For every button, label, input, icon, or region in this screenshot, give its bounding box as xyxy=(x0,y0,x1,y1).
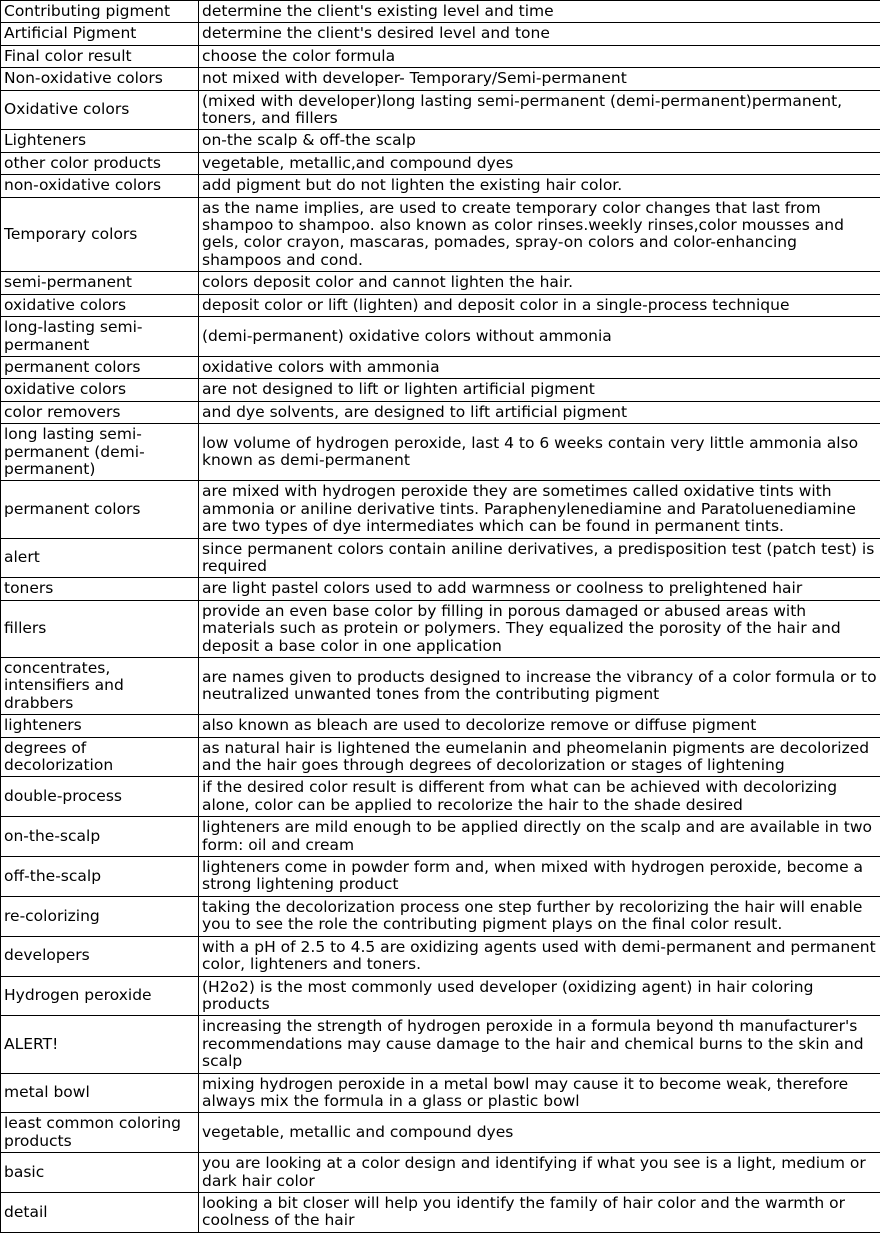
table-row xyxy=(1,1016,880,1073)
definition-cell: not mixed with developer- Temporary/Semi-permanent xyxy=(199,68,880,90)
term-cell: Final color result xyxy=(1,45,199,67)
table-row xyxy=(1,1073,880,1113)
term-cell: color removers xyxy=(1,401,199,423)
table-row xyxy=(1,578,880,600)
definition-cell: are mixed with hydrogen peroxide they are sometimes called oxidative tints with ammonia or aniline derivative tints. Paraphenylenediamine and Paratoluenediamine are two types of dye intermediates which can be found in permanent tints. xyxy=(199,481,880,538)
table-row xyxy=(1,175,880,197)
term-cell: concentrates, intensifiers and drabbers xyxy=(1,658,199,715)
term-cell: permanent colors xyxy=(1,356,199,378)
table-row xyxy=(1,1113,880,1153)
term-cell: detail xyxy=(1,1192,199,1232)
definition-cell: determine the client's desired level and tone xyxy=(199,23,880,45)
term-cell: Artificial Pigment xyxy=(1,23,199,45)
definition-cell: colors deposit color and cannot lighten the hair. xyxy=(199,272,880,294)
term-cell: oxidative colors xyxy=(1,379,199,401)
table-row xyxy=(1,857,880,897)
term-cell: Non-oxidative colors xyxy=(1,68,199,90)
term-cell: other color products xyxy=(1,152,199,174)
definition-cell: vegetable, metallic,and compound dyes xyxy=(199,152,880,174)
table-row xyxy=(1,356,880,378)
definition-cell: since permanent colors contain aniline derivatives, a predisposition test (patch test) is required xyxy=(199,538,880,578)
definition-cell: and dye solvents, are designed to lift artificial pigment xyxy=(199,401,880,423)
definition-cell: also known as bleach are used to decolorize remove or diffuse pigment xyxy=(199,715,880,737)
table-row xyxy=(1,715,880,737)
table-row xyxy=(1,379,880,401)
definition-cell: are light pastel colors used to add warmness or coolness to prelightened hair xyxy=(199,578,880,600)
table-row xyxy=(1,1,880,23)
table-row xyxy=(1,1153,880,1193)
term-cell: on-the-scalp xyxy=(1,817,199,857)
definition-cell: deposit color or lift (lighten) and deposit color in a single-process technique xyxy=(199,294,880,316)
definition-cell: provide an even base color by filling in porous damaged or abused areas with materials such as protein or polymers. They equalized the porosity of the hair and deposit a base color in one application xyxy=(199,600,880,657)
term-cell: oxidative colors xyxy=(1,294,199,316)
term-cell: developers xyxy=(1,936,199,976)
table-row xyxy=(1,1192,880,1232)
table-row xyxy=(1,658,880,715)
definition-cell: vegetable, metallic and compound dyes xyxy=(199,1113,880,1153)
term-cell: metal bowl xyxy=(1,1073,199,1113)
term-cell: long-lasting semi-permanent xyxy=(1,317,199,357)
table-row xyxy=(1,737,880,777)
definition-cell: are names given to products designed to increase the vibrancy of a color formula or to neutralized unwanted tones from the contributing pigment xyxy=(199,658,880,715)
term-cell: non-oxidative colors xyxy=(1,175,199,197)
table-row xyxy=(1,401,880,423)
definition-cell: with a pH of 2.5 to 4.5 are oxidizing agents used with demi-permanent and permanent color, lighteners and toners. xyxy=(199,936,880,976)
definition-cell: as natural hair is lightened the eumelanin and pheomelanin pigments are decolorized and the hair goes through degrees of decolorization or stages of lightening xyxy=(199,737,880,777)
term-cell: Lighteners xyxy=(1,130,199,152)
table-row xyxy=(1,152,880,174)
definition-cell: oxidative colors with ammonia xyxy=(199,356,880,378)
term-cell: toners xyxy=(1,578,199,600)
definition-cell: add pigment but do not lighten the existing hair color. xyxy=(199,175,880,197)
definition-cell: if the desired color result is different from what can be achieved with decolorizing alone, color can be applied to recolorize the hair to the shade desired xyxy=(199,777,880,817)
definition-cell: you are looking at a color design and identifying if what you see is a light, medium or dark hair color xyxy=(199,1153,880,1193)
table-row xyxy=(1,130,880,152)
definition-cell: (H2o2) is the most commonly used developer (oxidizing agent) in hair coloring products xyxy=(199,976,880,1016)
table-row xyxy=(1,90,880,130)
term-cell: semi-permanent xyxy=(1,272,199,294)
table-row xyxy=(1,481,880,538)
definition-cell: increasing the strength of hydrogen peroxide in a formula beyond th manufacturer's recommendations may cause damage to the hair and chemical burns to the skin and scalp xyxy=(199,1016,880,1073)
table-row xyxy=(1,817,880,857)
definition-cell: taking the decolorization process one step further by recolorizing the hair will enable you to see the role the contributing pigment plays on the final color result. xyxy=(199,896,880,936)
table-row xyxy=(1,896,880,936)
table-row xyxy=(1,317,880,357)
table-row xyxy=(1,197,880,272)
term-cell: off-the-scalp xyxy=(1,857,199,897)
term-cell: fillers xyxy=(1,600,199,657)
term-cell: basic xyxy=(1,1153,199,1193)
term-cell: least common coloring products xyxy=(1,1113,199,1153)
table-row xyxy=(1,976,880,1016)
term-cell: re-colorizing xyxy=(1,896,199,936)
definition-cell: mixing hydrogen peroxide in a metal bowl may cause it to become weak, therefore always mix the formula in a glass or plastic bowl xyxy=(199,1073,880,1113)
table-row xyxy=(1,45,880,67)
term-cell: degrees of decolorization xyxy=(1,737,199,777)
table-row xyxy=(1,777,880,817)
definition-cell: (demi-permanent) oxidative colors without ammonia xyxy=(199,317,880,357)
term-cell: Oxidative colors xyxy=(1,90,199,130)
definition-cell: (mixed with developer)long lasting semi-permanent (demi-permanent)permanent, toners, and fillers xyxy=(199,90,880,130)
term-cell: ALERT! xyxy=(1,1016,199,1073)
definition-cell: choose the color formula xyxy=(199,45,880,67)
table-row xyxy=(1,23,880,45)
table-row xyxy=(1,538,880,578)
term-cell: lighteners xyxy=(1,715,199,737)
table-row xyxy=(1,600,880,657)
table-row xyxy=(1,294,880,316)
table-row xyxy=(1,424,880,481)
definition-cell: on-the scalp & off-the scalp xyxy=(199,130,880,152)
definition-cell: lighteners come in powder form and, when mixed with hydrogen peroxide, become a strong lightening product xyxy=(199,857,880,897)
term-cell: Temporary colors xyxy=(1,197,199,272)
table-row xyxy=(1,68,880,90)
definition-cell: looking a bit closer will help you identify the family of hair color and the warmth or coolness of the hair xyxy=(199,1192,880,1232)
table-row xyxy=(1,272,880,294)
definition-cell: low volume of hydrogen peroxide, last 4 to 6 weeks contain very little ammonia also known as demi-permanent xyxy=(199,424,880,481)
glossary-body xyxy=(1,1,880,1233)
term-cell: double-process xyxy=(1,777,199,817)
definition-cell: lighteners are mild enough to be applied directly on the scalp and are available in two form: oil and cream xyxy=(199,817,880,857)
definition-cell: are not designed to lift or lighten artificial pigment xyxy=(199,379,880,401)
term-cell: Contributing pigment xyxy=(1,1,199,23)
table-row xyxy=(1,936,880,976)
definition-cell: as the name implies, are used to create temporary color changes that last from shampoo to shampoo. also known as color rinses.weekly rinses,color mousses and gels, color crayon, mascaras, pomades, spray-on colors and color-enhancing shampoos and cond. xyxy=(199,197,880,272)
definition-cell: determine the client's existing level and time xyxy=(199,1,880,23)
term-cell: Hydrogen peroxide xyxy=(1,976,199,1016)
term-cell: permanent colors xyxy=(1,481,199,538)
term-cell: long lasting semi-permanent (demi-permanent) xyxy=(1,424,199,481)
term-cell: alert xyxy=(1,538,199,578)
